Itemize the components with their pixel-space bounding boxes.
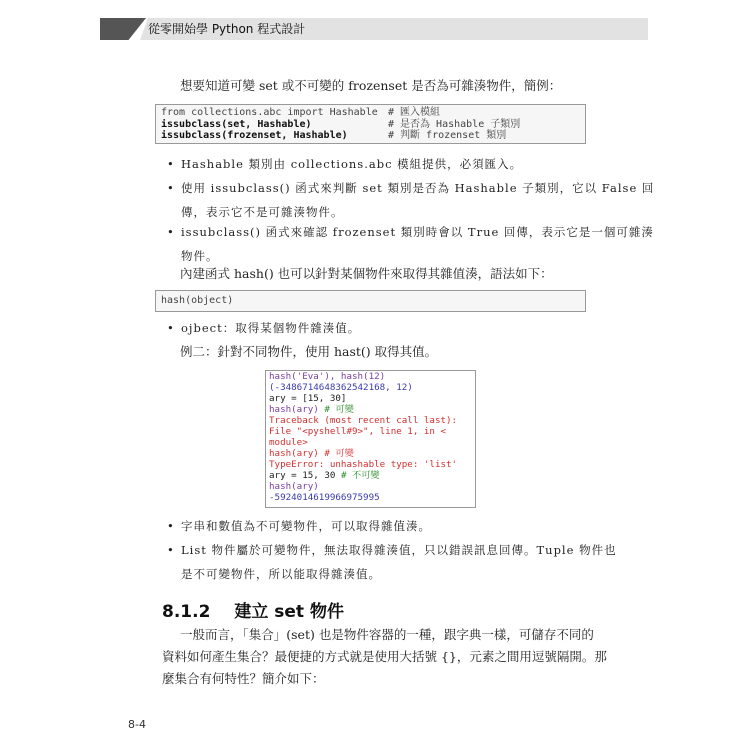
section-number: 8.1.2 <box>162 602 211 622</box>
section-paragraph: 一般而言，「集合」(set) 也是物件容器的一種，跟字典一樣，可儲存不同的 資料如何產生集合？最便捷的方式就是使用大括號 {}，元素之間用逗號隔開。那 麼集合有何特性？簡介如下： <box>162 627 607 686</box>
hash-intro-text: 內建函式 hash() 也可以針對某個物件來取得其雜值湊，語法如下： <box>180 266 553 281</box>
python-shell-screenshot <box>265 370 476 508</box>
shell-line: hash(ary) <box>269 481 319 492</box>
shell-line: module> <box>269 437 308 448</box>
shell-line: -5924014619966975995 <box>269 492 380 503</box>
shell-line: Traceback (most recent call last): <box>269 415 458 426</box>
bullet-item: • List 物件屬於可變物件，無法取得雜湊值，只以錯誤訊息回傳。Tuple 物件也 是不可變物件，所以能取得雜湊值。 <box>181 538 617 586</box>
code-line: hash(object) <box>161 295 234 306</box>
bullet-icon: • <box>167 519 175 533</box>
example-label: 例二：針對不同物件，使用 hast() 取得其值。 <box>180 344 438 359</box>
code-block-syntax <box>155 290 586 312</box>
intro-text: 想要知道可變 set 或不可變的 frozenset 是否為可雜湊物件，簡例： <box>180 78 562 93</box>
bullet-item: • Hashable 類別由 collections.abc 模組提供，必須匯入。 <box>181 152 522 176</box>
bullet-icon: • <box>167 321 175 335</box>
shell-line: File "<pyshell#9>", line 1, in < <box>269 426 447 437</box>
code-line: issubclass(set, Hashable) <box>161 118 312 130</box>
shell-line: hash(ary) # 可變 <box>269 448 354 459</box>
code-comment: # 是否為 Hashable 子類別 <box>388 118 521 130</box>
code-line: from collections.abc import Hashable <box>161 107 378 118</box>
header-band-dark <box>100 18 146 40</box>
bullet-item: • ojbect：取得某個物件雜湊值。 <box>181 316 360 340</box>
bullet-icon: • <box>167 181 175 195</box>
shell-line: (-3486714648362542168, 12) <box>269 382 413 393</box>
bullet-icon: • <box>167 225 175 239</box>
shell-line: hash(ary) # 可變 <box>269 404 354 415</box>
shell-line: hash('Eva'), hash(12) <box>269 371 386 382</box>
bullet-item: • 使用 issubclass() 函式來判斷 set 類別是否為 Hashable 子類別，它以 False 回 傳，表示它不是可雜湊物件。 <box>181 176 654 224</box>
code-block-1 <box>155 104 586 144</box>
shell-line: ary = 15, 30 # 不可變 <box>269 470 380 481</box>
bullet-icon: • <box>167 543 175 557</box>
section-title: 建立 set 物件 <box>234 602 344 622</box>
bullet-item: • 字串和數值為不可變物件，可以取得雜值湊。 <box>181 514 431 538</box>
code-comment: # 判斷 frozenset 類別 <box>388 130 507 141</box>
header-title: 從零開始學 Python 程式設計 <box>148 22 306 36</box>
shell-line: ary = [15, 30] <box>269 393 347 404</box>
section-heading <box>162 597 344 622</box>
bullet-item: • issubclass() 函式來確認 frozenset 類別時會以 True 回傳，表示它是一個可雜湊 物件。 <box>181 220 654 268</box>
bullet-icon: • <box>167 157 175 171</box>
page-number: 8-4 <box>128 718 146 731</box>
code-comment: # 匯入模組 <box>388 107 441 118</box>
shell-line: TypeError: unhashable type: 'list' <box>269 459 458 470</box>
code-line: issubclass(frozenset, Hashable) <box>161 130 348 141</box>
